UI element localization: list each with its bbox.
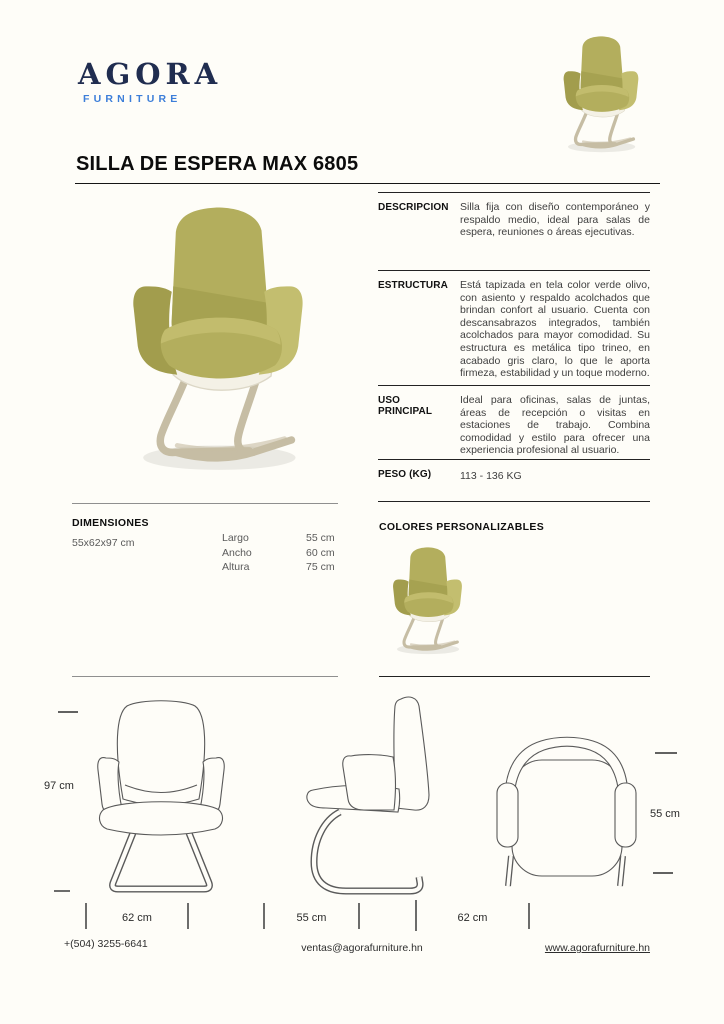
dimensions-table (222, 531, 335, 575)
dimensions-heading: DIMENSIONES (72, 517, 149, 529)
dimension-row (222, 546, 335, 561)
spec-row-descripcion (378, 192, 650, 270)
dimension-row (222, 531, 335, 546)
spec-label: ESTRUCTURA (378, 280, 448, 291)
colors-heading: COLORES PERSONALIZABLES (379, 521, 544, 533)
dimension-value: 60 cm (306, 546, 335, 559)
technical-drawings (0, 690, 724, 940)
brand-logo (78, 57, 223, 105)
spec-text: Ideal para oficinas, salas de juntas, áreas de recepción o visitas en estaciones de trabajo. Combina comodidad y estilo para ofrecer una experiencia profesional al usuario. (460, 394, 650, 457)
front-view-drawing (98, 701, 224, 889)
spec-table (378, 192, 650, 502)
top-depth-label: 55 cm (650, 808, 680, 820)
side-depth-label: 55 cm (296, 912, 327, 924)
dimension-value: 55 cm (306, 532, 335, 544)
dimensions-summary: 55x62x97 cm (72, 537, 135, 549)
color-option-photo (386, 545, 469, 656)
spec-label: DESCRIPCION (378, 202, 449, 213)
product-photo-main (116, 202, 320, 474)
side-view-drawing (307, 697, 429, 891)
brand-tagline: FURNITURE (83, 93, 182, 105)
top-width-label: 62 cm (457, 912, 488, 924)
footer-website-wrap (545, 938, 650, 956)
spec-row-uso-principal (378, 385, 650, 459)
dimension-label: Ancho (222, 546, 252, 559)
footer-email-link[interactable]: ventas@agorafurniture.hn (301, 942, 423, 954)
title-divider (75, 183, 660, 184)
top-view-drawing (497, 737, 636, 886)
footer-phone: +(504) 3255-6641 (64, 938, 148, 950)
dimension-label: Altura (222, 561, 250, 574)
dimension-row (222, 560, 335, 575)
spec-row-peso (378, 459, 650, 502)
spec-text: Está tapizada en tela color verde olivo, con asiento y respaldo acolchados que brindan confort al usuario. Cuenta con descansabrazos integrados, también acolchados para mayor comodidad. Su estructura es metálica tipo trineo, en acabado gris claro, lo que le aporta firmeza, estabilidad y un toque moderno. (460, 279, 650, 380)
left-divider (72, 676, 338, 677)
spec-value: 113 - 136 KG (460, 470, 522, 482)
dimension-value: 75 cm (306, 561, 335, 574)
spec-text: Silla fija con diseño contemporáneo y respaldo medio, ideal para salas de espera, reuniones o áreas ejecutivas. (460, 201, 650, 239)
spec-label: PESO (KG) (378, 469, 432, 480)
dimension-label: Largo (222, 532, 249, 544)
footer-website-link[interactable]: www.agorafurniture.hn (544, 942, 650, 954)
front-height-label: 97 cm (44, 780, 74, 792)
right-divider (379, 676, 650, 677)
spec-row-estructura (378, 270, 650, 385)
product-photo-header (556, 34, 646, 154)
brand-name: AGORA (78, 57, 223, 91)
spec-label: USO PRINCIPAL (378, 395, 433, 417)
front-width-label: 62 cm (122, 912, 152, 924)
page-title: SILLA DE ESPERA MAX 6805 (76, 153, 359, 175)
